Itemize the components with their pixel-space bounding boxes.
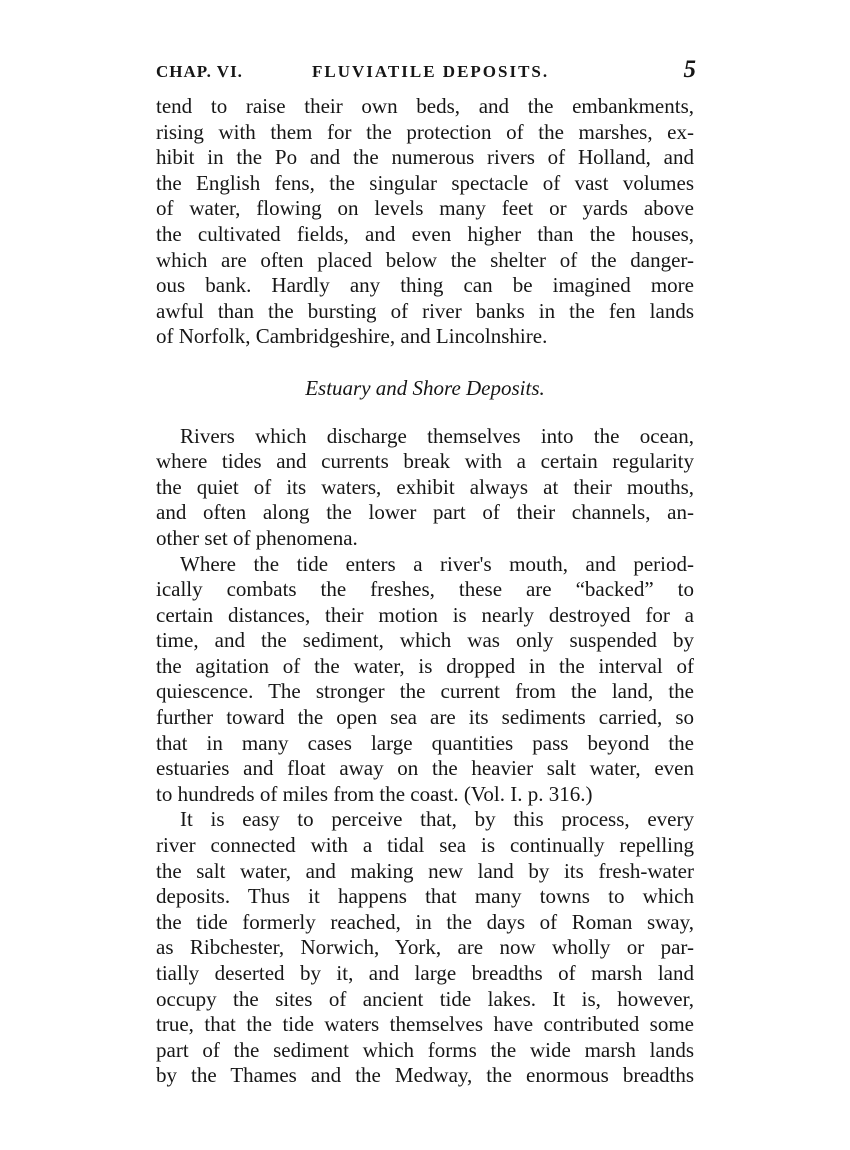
text-line: certain distances, their motion is nearly destroyed for a	[156, 602, 694, 627]
text-line: It is easy to perceive that, by this process, every	[180, 807, 694, 832]
text-line: river connected with a tidal sea is continually repelling	[156, 833, 694, 858]
text-line: where tides and currents break with a certain regularity	[156, 449, 694, 474]
text-line: that in many cases large quantities pass beyond the	[156, 730, 694, 755]
text-line: hibit in the Po and the numerous rivers of Holland, and	[156, 145, 694, 170]
body-text	[156, 94, 694, 1089]
text-line: further toward the open sea are its sediments carried, so	[156, 705, 694, 730]
text-line: Where the tide enters a river's mouth, and period-	[180, 551, 694, 576]
text-line: tially deserted by it, and large breadths of marsh land	[156, 961, 694, 985]
text-line: other set of phenomena.	[156, 525, 358, 550]
text-line: the English fens, the singular spectacle of vast volumes	[156, 170, 694, 195]
text-line: estuaries and float away on the heavier salt water, even	[156, 756, 694, 781]
paragraph-3	[156, 552, 694, 808]
text-line: awful than the bursting of river banks in the fen lands	[156, 298, 694, 323]
paragraph-4	[156, 807, 694, 1089]
text-line: deposits. Thus it happens that many towns to which	[156, 884, 694, 909]
text-line: the cultivated fields, and even higher than the houses,	[156, 221, 694, 246]
text-line: which are often placed below the shelter of the danger-	[156, 247, 694, 272]
text-line: rising with them for the protection of the marshes, ex-	[156, 119, 694, 144]
text-line: the salt water, and making new land by its fresh-water	[156, 858, 694, 883]
text-line: the agitation of the water, is dropped in the interval of	[156, 653, 694, 678]
text-line: the tide formerly reached, in the days of Roman sway,	[156, 909, 694, 934]
running-title: FLUVIATILE DEPOSITS.	[312, 62, 550, 81]
section-heading: Estuary and Shore Deposits.	[305, 375, 545, 400]
text-line: and often along the lower part of their channels, an-	[156, 500, 694, 525]
text-line: of Norfolk, Cambridgeshire, and Lincolnshire.	[156, 324, 548, 349]
text-line: as Ribchester, Norwich, York, are now wholly or par-	[156, 935, 694, 960]
running-header	[156, 58, 696, 88]
text-line: of water, flowing on levels many feet or yards above	[156, 196, 694, 221]
text-line: occupy the sites of ancient tide lakes. It is, however,	[156, 986, 694, 1011]
chapter-label: CHAP. VI.	[156, 62, 243, 81]
text-line: the quiet of its waters, exhibit always at their mouths,	[156, 474, 694, 499]
text-line: Rivers which discharge themselves into the ocean,	[180, 423, 694, 448]
text-line: quiescence. The stronger the current from the land, the	[156, 679, 694, 704]
text-line: ically combats the freshes, these are “backed” to	[156, 577, 694, 602]
text-line: true, that the tide waters themselves have contributed some	[156, 1012, 694, 1037]
text-line: part of the sediment which forms the wide marsh lands	[156, 1037, 694, 1062]
text-line: tend to raise their own beds, and the embankments,	[156, 94, 694, 118]
text-line: by the Thames and the Medway, the enormous breadths	[156, 1063, 694, 1088]
page-number: 5	[683, 56, 696, 83]
paragraph-1	[156, 94, 694, 350]
paragraph-2	[156, 424, 694, 552]
text-line: time, and the sediment, which was only suspended by	[156, 628, 694, 653]
text-line: to hundreds of miles from the coast. (Vol. I. p. 316.)	[156, 781, 593, 806]
text-line: ous bank. Hardly any thing can be imagined more	[156, 273, 694, 298]
